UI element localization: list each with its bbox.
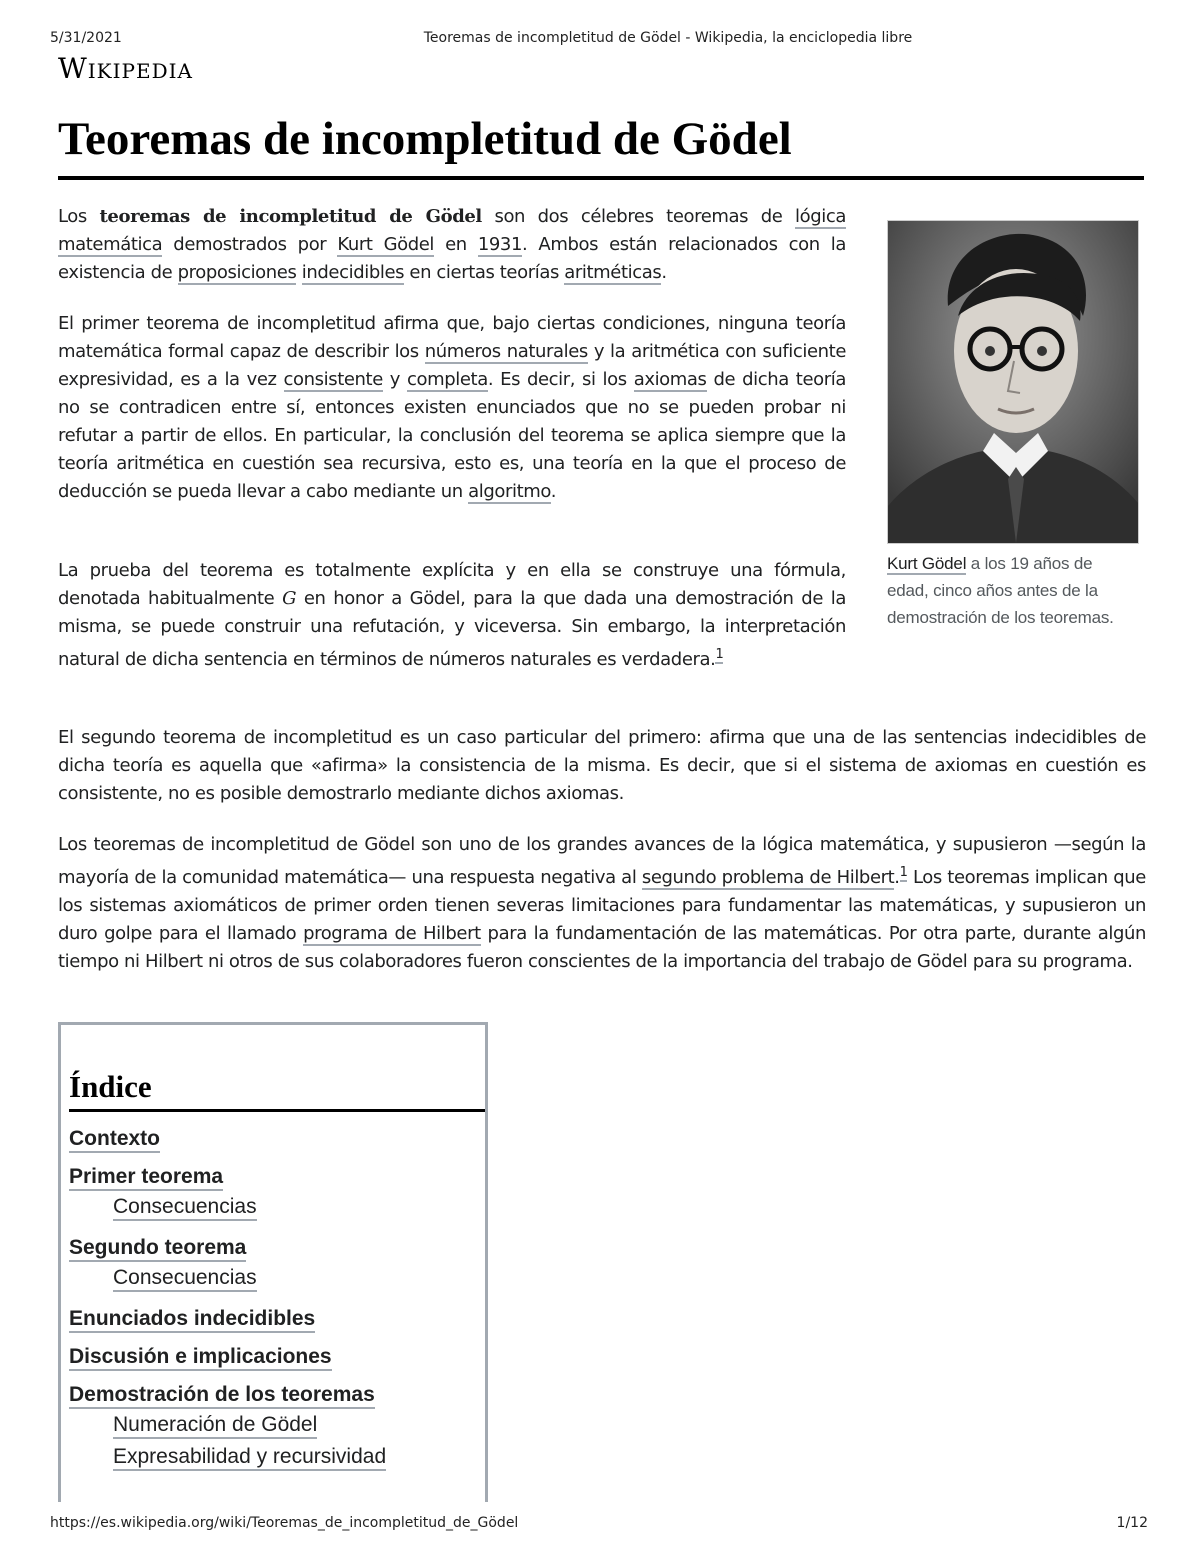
wikipedia-wordmark[interactable]: Wikipedia <box>58 52 193 85</box>
text: Los <box>58 206 100 227</box>
intro-paragraph-5 <box>58 831 1146 976</box>
toc-item-segundo-teorema[interactable]: Segundo teorema <box>69 1236 246 1262</box>
text <box>296 262 301 283</box>
toc-item-contexto[interactable]: Contexto <box>69 1127 160 1153</box>
toc-item-primer-teorema[interactable]: Primer teorema <box>69 1165 223 1191</box>
text: Los teoremas implican que los sistemas axiomáticos de primer orden tienen severas limitaciones para fundamentar las matemáticas, y supusieron un duro golpe para el llamado <box>58 867 1146 944</box>
link-numeros-naturales[interactable]: números naturales <box>424 341 588 362</box>
toc-item-numeracion-godel[interactable]: Numeración de Gödel <box>113 1413 317 1439</box>
intro-paragraph-2 <box>58 310 846 506</box>
text: en <box>434 234 478 255</box>
text: . <box>550 481 557 502</box>
text: de dicha teoría no se contradicen entre sí, entonces existen enunciados que no se pueden probar ni refutar a partir de ellos. En particular, la conclusión del teorema se aplica siempre que la teoría aritmética en cuestión sea recursiva, esto es, una teoría en la que el proceso de deducción se pueda llevar a cabo mediante un <box>58 369 846 502</box>
toc-item-consecuencias-2[interactable]: Consecuencias <box>113 1266 257 1292</box>
link-axiomas[interactable]: axiomas <box>633 369 707 390</box>
caption-text: a los 19 años de edad, cinco años antes de la demostración de los teoremas. <box>887 554 1114 627</box>
reference-link[interactable]: 1 <box>715 647 724 662</box>
toc-item-expresabilidad-recursividad[interactable]: Expresabilidad y recursividad <box>113 1445 386 1471</box>
print-date: 5/31/2021 <box>50 30 122 46</box>
intro-paragraph-4: El segundo teorema de incompletitud es un caso particular del primero: afirma que una de las sentencias indecidibles de dicha teoría es aquella que «afirma» la consistencia de la misma. Es decir, que si el sistema de axiomas en cuestión es consistente, no es posible demostrarlo mediante dichos axiomas. <box>58 727 1146 804</box>
link-kurt-godel[interactable]: Kurt Gödel <box>337 234 435 255</box>
text: . <box>894 867 900 888</box>
link-indecidibles[interactable]: indecidibles <box>301 262 405 283</box>
infobox-figure <box>887 220 1137 631</box>
reference-link[interactable]: 1 <box>899 865 908 880</box>
link-algoritmo[interactable]: algoritmo <box>468 481 551 502</box>
table-of-contents <box>58 1022 488 1502</box>
link-segundo-problema-hilbert[interactable]: segundo problema de Hilbert <box>641 867 895 888</box>
text: para la fundamentación de las matemáticas. Por otra parte, durante algún tiempo ni Hilbert ni otros de sus colaboradores fueron conscientes de la importancia del trabajo de Gödel para su programa. <box>58 923 1147 972</box>
toc-item-demostracion-teoremas[interactable]: Demostración de los teoremas <box>69 1383 375 1409</box>
link-logica-matematica[interactable]: lógica matemática <box>58 206 846 255</box>
link-programa-hilbert[interactable]: programa de Hilbert <box>303 923 481 944</box>
link-completa[interactable]: completa <box>407 369 488 390</box>
text: . Es decir, si los <box>487 369 634 390</box>
text: y la aritmética con suficiente expresividad, es a la vez <box>58 341 846 390</box>
text: Los teoremas de incompletitud de Gödel son uno de los grandes avances de la lógica matemática, y supusieron —según la mayoría de la comunidad matemática— una respuesta negativa al <box>58 834 1146 888</box>
text: en honor a Gödel, para la que dada una demostración de la misma, se puede construir una refutación, y viceversa. Sin embargo, la interpretación natural de dicha sentencia en términos de números naturales es verdadera. <box>58 588 846 670</box>
toc-item-enunciados-indecidibles[interactable]: Enunciados indecidibles <box>69 1307 315 1333</box>
link-aritmeticas[interactable]: aritméticas <box>564 262 662 283</box>
text: demostrados por <box>162 234 338 255</box>
toc-title: Índice <box>69 1069 485 1112</box>
link-1931[interactable]: 1931 <box>477 234 523 255</box>
toc-item-discusion-implicaciones[interactable]: Discusión e implicaciones <box>69 1345 332 1371</box>
link-proposiciones[interactable]: proposiciones <box>177 262 297 283</box>
kurt-godel-portrait[interactable] <box>887 220 1139 544</box>
text: son dos célebres teoremas de <box>481 206 796 227</box>
text: y <box>382 369 407 390</box>
text: . <box>661 262 667 283</box>
print-footer-url: https://es.wikipedia.org/wiki/Teoremas_de_incompletitud_de_Gödel <box>50 1515 519 1531</box>
link-consistente[interactable]: consistente <box>283 369 383 390</box>
formula-variable: G <box>282 588 297 609</box>
intro-paragraph-3 <box>58 557 846 674</box>
text: La prueba del teorema es totalmente explícita y en ella se construye una fórmula, denotada habitualmente <box>58 560 846 609</box>
intro-paragraph-1 <box>58 203 846 287</box>
figure-caption <box>887 550 1137 631</box>
page-title: Teoremas de incompletitud de Gödel <box>58 112 1144 180</box>
print-page-number: 1/12 <box>1116 1515 1148 1531</box>
text: . Ambos están relacionados con la existencia de <box>58 234 847 283</box>
print-header-title: Teoremas de incompletitud de Gödel - Wikipedia, la enciclopedia libre <box>423 30 913 46</box>
caption-link-kurt-godel[interactable]: Kurt Gödel <box>887 554 967 573</box>
text: El primer teorema de incompletitud afirma que, bajo ciertas condiciones, ninguna teoría matemática formal capaz de describir los <box>58 313 846 362</box>
toc-item-consecuencias-1[interactable]: Consecuencias <box>113 1195 257 1221</box>
bold-term: teoremas de incompletitud de Gödel <box>99 206 482 227</box>
text: en ciertas teorías <box>404 262 565 283</box>
